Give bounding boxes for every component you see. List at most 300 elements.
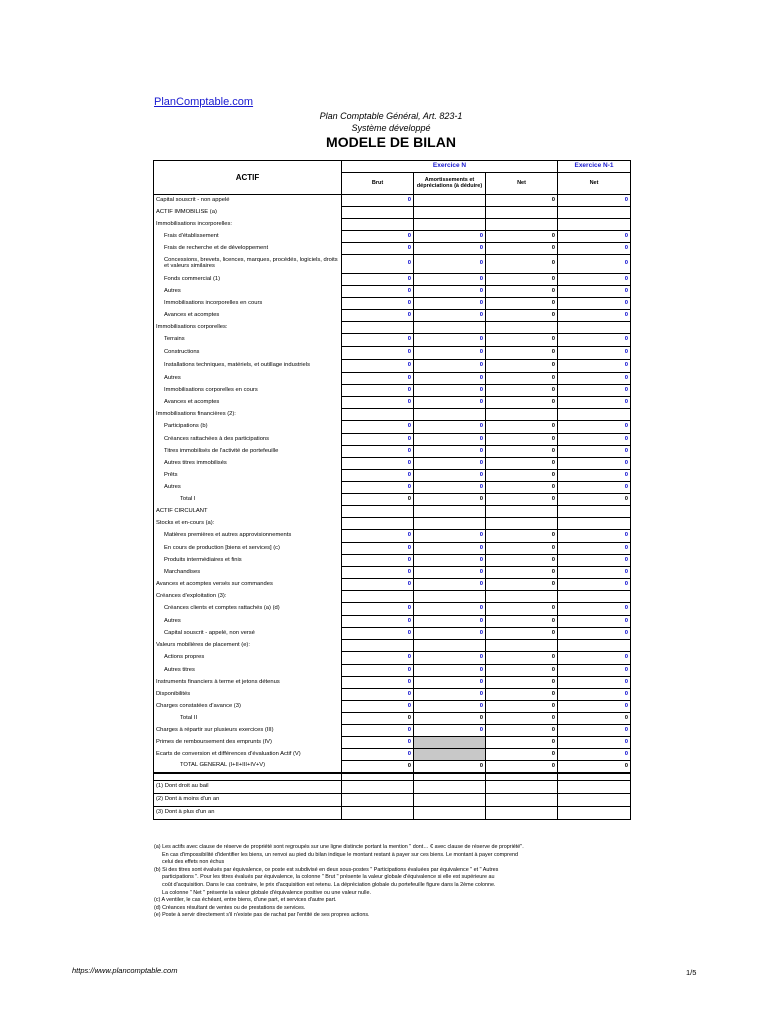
table-row (154, 555, 631, 567)
row-label: Autres titres immobilisés (154, 458, 342, 470)
subtitle-article: Plan Comptable Général, Art. 823-1 (319, 111, 463, 121)
amort-cell[interactable]: 0 (414, 616, 486, 628)
brut-cell (342, 506, 414, 518)
net-n1-cell[interactable]: 0 (558, 725, 631, 737)
net-n1-cell[interactable]: 0 (558, 555, 631, 567)
footnote-label: (3) Dont à plus d'un an (154, 807, 342, 820)
amort-cell[interactable]: 0 (414, 494, 486, 506)
table-row (154, 689, 631, 701)
brut-cell[interactable]: 0 (342, 543, 414, 555)
net-cell (486, 409, 558, 421)
table-row (154, 737, 631, 749)
brut-cell[interactable]: 0 (342, 737, 414, 749)
net-n1-cell[interactable]: 0 (558, 749, 631, 761)
net-cell[interactable]: 0 (486, 286, 558, 298)
net-cell[interactable]: 0 (486, 231, 558, 243)
row-label: TOTAL GENERAL (I+II+III+IV+V) (154, 761, 342, 774)
brut-cell[interactable]: 0 (342, 334, 414, 347)
net-cell[interactable]: 0 (486, 274, 558, 286)
net-cell[interactable]: 0 (486, 470, 558, 482)
net-n1-cell[interactable]: 0 (558, 761, 631, 774)
net-n1-cell[interactable]: 0 (558, 494, 631, 506)
net-cell[interactable]: 0 (486, 543, 558, 555)
net-cell[interactable]: 0 (486, 243, 558, 255)
amort-cell[interactable]: 0 (414, 274, 486, 286)
amort-cell[interactable]: 0 (414, 298, 486, 310)
amort-cell[interactable]: 0 (414, 579, 486, 591)
footnote-cell (342, 807, 414, 820)
footnote-cell (558, 781, 631, 794)
table-row (154, 677, 631, 689)
amort-cell[interactable]: 0 (414, 677, 486, 689)
net-n1-cell[interactable]: 0 (558, 543, 631, 555)
brut-cell[interactable]: 0 (342, 701, 414, 713)
brut-cell[interactable]: 0 (342, 725, 414, 737)
brut-cell[interactable]: 0 (342, 286, 414, 298)
footnote-cell (342, 794, 414, 807)
footnote-label: (1) Dont droit au bail (154, 781, 342, 794)
net-column-header: Net (486, 173, 558, 195)
table-row (154, 243, 631, 255)
row-label: Frais de recherche et de développement (154, 243, 342, 255)
row-label: Total II (154, 713, 342, 725)
brut-cell[interactable]: 0 (342, 603, 414, 616)
brut-cell[interactable]: 0 (342, 255, 414, 274)
table-row (154, 616, 631, 628)
brut-cell[interactable]: 0 (342, 231, 414, 243)
brut-cell (342, 591, 414, 603)
net-n1-cell (558, 219, 631, 231)
table-row (154, 421, 631, 434)
row-label: Valeurs mobilières de placement (e): (154, 640, 342, 652)
row-label: Autres (154, 616, 342, 628)
table-row (154, 652, 631, 665)
amort-cell[interactable]: 0 (414, 255, 486, 274)
net-cell[interactable]: 0 (486, 310, 558, 322)
net-n1-cell[interactable]: 0 (558, 470, 631, 482)
amort-cell[interactable]: 0 (414, 530, 486, 543)
row-label: Installations techniques, matériels, et outillage industriels (154, 360, 342, 373)
net-n1-cell[interactable]: 0 (558, 195, 631, 207)
brut-cell (342, 409, 414, 421)
amort-cell[interactable]: 0 (414, 434, 486, 446)
table-row (154, 347, 631, 360)
net-n1-cell[interactable]: 0 (558, 616, 631, 628)
brut-cell[interactable]: 0 (342, 347, 414, 360)
row-label: ACTIF IMMOBILISE (a) (154, 207, 342, 219)
net-cell[interactable]: 0 (486, 555, 558, 567)
table-row (154, 701, 631, 713)
table-row (154, 665, 631, 677)
table-row (154, 207, 631, 219)
row-label: Autres (154, 373, 342, 385)
row-label: Constructions (154, 347, 342, 360)
net-cell[interactable]: 0 (486, 334, 558, 347)
net-n1-cell[interactable]: 0 (558, 434, 631, 446)
footnote-cell (486, 781, 558, 794)
net-n1-cell[interactable]: 0 (558, 458, 631, 470)
net-cell[interactable]: 0 (486, 725, 558, 737)
footnote-cell (414, 807, 486, 820)
net-cell[interactable]: 0 (486, 397, 558, 409)
net-cell[interactable]: 0 (486, 603, 558, 616)
table-row (154, 506, 631, 518)
amort-cell[interactable]: 0 (414, 652, 486, 665)
net-n1-cell[interactable]: 0 (558, 530, 631, 543)
exercice-n1-header: Exercice N-1 (558, 161, 631, 173)
brut-column-header: Brut (342, 173, 414, 195)
net-cell[interactable]: 0 (486, 446, 558, 458)
net-cell (486, 591, 558, 603)
amortissements-column-header: Amortissements et dépréciations (à déduire) (414, 173, 486, 195)
net-n1-cell[interactable]: 0 (558, 701, 631, 713)
row-label: Produits intermédiaires et finis (154, 555, 342, 567)
amort-cell[interactable]: 0 (414, 713, 486, 725)
row-label: Frais d'établissement (154, 231, 342, 243)
amort-cell[interactable]: 0 (414, 567, 486, 579)
row-label: Immobilisations corporelles en cours (154, 385, 342, 397)
amort-cell[interactable]: 0 (414, 665, 486, 677)
net-cell (486, 219, 558, 231)
amort-cell[interactable]: 0 (414, 360, 486, 373)
table-row (154, 725, 631, 737)
amort-cell (414, 749, 486, 761)
net-cell[interactable]: 0 (486, 421, 558, 434)
brut-cell[interactable]: 0 (342, 665, 414, 677)
footnote-cell (414, 781, 486, 794)
brut-cell[interactable]: 0 (342, 360, 414, 373)
spacer-cell (154, 773, 342, 781)
net-n1-cell[interactable]: 0 (558, 421, 631, 434)
amort-cell[interactable]: 0 (414, 347, 486, 360)
amort-cell[interactable]: 0 (414, 761, 486, 774)
net-cell[interactable]: 0 (486, 677, 558, 689)
net-n1-cell[interactable]: 0 (558, 274, 631, 286)
net-n1-cell[interactable]: 0 (558, 360, 631, 373)
net-cell[interactable]: 0 (486, 255, 558, 274)
table-row (154, 458, 631, 470)
net-n1-cell[interactable]: 0 (558, 286, 631, 298)
amort-cell[interactable]: 0 (414, 458, 486, 470)
net-n1-cell[interactable]: 0 (558, 298, 631, 310)
site-link[interactable]: PlanComptable.com (154, 96, 254, 108)
row-label: En cours de production [biens et services] (c) (154, 543, 342, 555)
brut-cell[interactable]: 0 (342, 243, 414, 255)
net-cell[interactable]: 0 (486, 652, 558, 665)
brut-cell[interactable]: 0 (342, 689, 414, 701)
amort-cell[interactable]: 0 (414, 446, 486, 458)
table-row (154, 373, 631, 385)
row-label: Autres (154, 482, 342, 494)
brut-cell[interactable]: 0 (342, 434, 414, 446)
brut-cell[interactable]: 0 (342, 749, 414, 761)
brut-cell[interactable]: 0 (342, 555, 414, 567)
table-row (154, 446, 631, 458)
net-cell[interactable]: 0 (486, 749, 558, 761)
net-n1-cell (558, 518, 631, 530)
amort-cell (414, 409, 486, 421)
net-n1-cell[interactable]: 0 (558, 677, 631, 689)
net-cell[interactable]: 0 (486, 689, 558, 701)
net-cell[interactable]: 0 (486, 567, 558, 579)
brut-cell[interactable]: 0 (342, 458, 414, 470)
brut-cell[interactable]: 0 (342, 421, 414, 434)
note-line: (a) Les actifs avec clause de réserve de propriété sont regroupés sur une ligne distincte portant la mention " dont… € avec clause de réserve de propriété". (154, 844, 524, 850)
brut-cell[interactable]: 0 (342, 494, 414, 506)
spacer-cell (342, 773, 414, 781)
net-n1-cell[interactable]: 0 (558, 652, 631, 665)
net-cell[interactable]: 0 (486, 347, 558, 360)
brut-cell[interactable]: 0 (342, 298, 414, 310)
table-spacer (154, 773, 631, 781)
amort-cell[interactable]: 0 (414, 603, 486, 616)
row-label: Immobilisations incorporelles: (154, 219, 342, 231)
table-row (154, 195, 631, 207)
table-row (154, 434, 631, 446)
amort-cell[interactable]: 0 (414, 397, 486, 409)
row-label: Charges constatées d'avance (3) (154, 701, 342, 713)
bilan-body (154, 195, 631, 820)
table-row (154, 713, 631, 725)
table-row (154, 567, 631, 579)
row-label: Charges à répartir sur plusieurs exercices (III) (154, 725, 342, 737)
row-label: Avances et acomptes (154, 397, 342, 409)
footnote-cell (342, 781, 414, 794)
table-row (154, 543, 631, 555)
footnote-row (154, 781, 631, 794)
spacer-cell (486, 773, 558, 781)
bilan-table (153, 160, 631, 820)
net-cell (486, 640, 558, 652)
exercice-n-header: Exercice N (342, 161, 558, 173)
brut-cell[interactable]: 0 (342, 195, 414, 207)
net-n1-cell[interactable]: 0 (558, 255, 631, 274)
row-label: Immobilisations incorporelles en cours (154, 298, 342, 310)
net-n1-cell[interactable]: 0 (558, 482, 631, 494)
row-label: Prêts (154, 470, 342, 482)
brut-cell[interactable]: 0 (342, 567, 414, 579)
net-n1-cell[interactable]: 0 (558, 737, 631, 749)
table-row (154, 286, 631, 298)
row-label: Immobilisations corporelles: (154, 322, 342, 334)
brut-cell (342, 518, 414, 530)
brut-cell[interactable]: 0 (342, 397, 414, 409)
table-row (154, 385, 631, 397)
net-n1-cell[interactable]: 0 (558, 628, 631, 640)
net-n1-cell (558, 591, 631, 603)
net-n1-cell (558, 207, 631, 219)
amort-cell[interactable]: 0 (414, 482, 486, 494)
brut-cell[interactable]: 0 (342, 482, 414, 494)
amort-cell[interactable]: 0 (414, 286, 486, 298)
brut-cell[interactable]: 0 (342, 310, 414, 322)
net-cell (486, 322, 558, 334)
note-line: La colonne " Net " présente la valeur globale d'équivalence positive ou une valeur nulle. (162, 889, 371, 896)
spacer-cell (558, 773, 631, 781)
note-line: celui des effets non échus (162, 859, 225, 866)
net-cell[interactable]: 0 (486, 737, 558, 749)
net-n1-cell[interactable]: 0 (558, 665, 631, 677)
amort-cell[interactable]: 0 (414, 243, 486, 255)
amort-cell[interactable]: 0 (414, 628, 486, 640)
amort-cell[interactable]: 0 (414, 543, 486, 555)
brut-cell[interactable]: 0 (342, 713, 414, 725)
row-label: Terrains (154, 334, 342, 347)
net-n1-cell[interactable]: 0 (558, 347, 631, 360)
net-cell[interactable]: 0 (486, 665, 558, 677)
net-cell[interactable]: 0 (486, 761, 558, 774)
brut-cell[interactable]: 0 (342, 677, 414, 689)
footer-url[interactable]: https://www.plancomptable.com (72, 966, 178, 975)
amort-cell (414, 591, 486, 603)
footnote-cell (486, 794, 558, 807)
footnote-cell (414, 794, 486, 807)
net-n1-cell[interactable]: 0 (558, 567, 631, 579)
table-row (154, 591, 631, 603)
note-line: participations ". Pour les titres évalués par équivalence, la colonne " Brut " présente la valeur globale d'équivalence si elle est supérieure au (162, 874, 495, 881)
brut-cell (342, 207, 414, 219)
row-label: Stocks et en-cours (a): (154, 518, 342, 530)
amort-cell[interactable]: 0 (414, 421, 486, 434)
net-cell (486, 207, 558, 219)
net-cell[interactable]: 0 (486, 701, 558, 713)
amort-cell[interactable]: 0 (414, 373, 486, 385)
net-n1-cell[interactable]: 0 (558, 373, 631, 385)
net-n1-cell[interactable]: 0 (558, 579, 631, 591)
note-line: (c) A ventiler, le cas échéant, entre biens, d'une part, et services d'autre part. (154, 897, 337, 904)
net-n1-cell (558, 640, 631, 652)
note-line: (b) Si des titres sont évalués par équivalence, ce poste est subdivisé en deux sous-postes " Participations évaluées par équivalence " et " Autres (154, 866, 499, 873)
footnote-label: (2) Dont à moins d'un an (154, 794, 342, 807)
row-label: Titres immobilisés de l'activité de portefeuille (154, 446, 342, 458)
table-row (154, 397, 631, 409)
spacer-cell (414, 773, 486, 781)
brut-cell (342, 640, 414, 652)
net-n1-cell[interactable]: 0 (558, 603, 631, 616)
note-line: (e) Poste à servir directement s'il n'existe pas de rachat par l'entité de ses propres actions. (154, 912, 370, 919)
table-row (154, 298, 631, 310)
net-cell[interactable]: 0 (486, 298, 558, 310)
row-label: Capital souscrit - appelé, non versé (154, 628, 342, 640)
row-label: Capital souscrit - non appelé (154, 195, 342, 207)
net-cell (486, 506, 558, 518)
footnote-cell (486, 807, 558, 820)
row-label: Fonds commercial (1) (154, 274, 342, 286)
net-cell[interactable]: 0 (486, 579, 558, 591)
amort-cell (414, 737, 486, 749)
amort-cell[interactable]: 0 (414, 689, 486, 701)
net-cell[interactable]: 0 (486, 195, 558, 207)
net-n1-cell[interactable]: 0 (558, 713, 631, 725)
amort-cell[interactable]: 0 (414, 555, 486, 567)
net-cell[interactable]: 0 (486, 385, 558, 397)
table-row (154, 255, 631, 274)
brut-cell[interactable]: 0 (342, 446, 414, 458)
net-n1-cell[interactable]: 0 (558, 689, 631, 701)
note-line: (d) Créances résultant de ventes ou de prestations de services. (154, 904, 306, 911)
net-n1-cell[interactable]: 0 (558, 397, 631, 409)
table-row (154, 482, 631, 494)
note-line: coût d'acquisition. Dans le cas contraire, le prix d'acquisition est retenu. La dépréciation globale du portefeuille figure dans la 2ème colonne. (162, 881, 496, 888)
net-cell[interactable]: 0 (486, 530, 558, 543)
row-label: Créances clients et comptes rattachés (a) (d) (154, 603, 342, 616)
net-cell[interactable]: 0 (486, 434, 558, 446)
amort-cell[interactable]: 0 (414, 310, 486, 322)
net-cell[interactable]: 0 (486, 360, 558, 373)
footnote-row (154, 794, 631, 807)
row-label: ACTIF CIRCULANT (154, 506, 342, 518)
row-label: Instruments financiers à terme et jetons détenus (154, 677, 342, 689)
table-row (154, 579, 631, 591)
table-row (154, 749, 631, 761)
row-label: Matières premières et autres approvisionnements (154, 530, 342, 543)
row-label: Total I (154, 494, 342, 506)
brut-cell[interactable]: 0 (342, 470, 414, 482)
table-row (154, 219, 631, 231)
notes-section (154, 844, 628, 920)
note-line: En cas d'impossibilité d'identifier les biens, un renvoi au pied du bilan indique le montant restant à payer sur ces biens. Le montant à payer comprend (162, 851, 518, 858)
row-label: Concessions, brevets, licences, marques, procédés, logiciels, droits et valeurs similaires (154, 255, 342, 274)
table-row (154, 231, 631, 243)
footnote-cell (558, 794, 631, 807)
amort-cell[interactable]: 0 (414, 470, 486, 482)
amort-cell (414, 207, 486, 219)
net-n1-cell[interactable]: 0 (558, 243, 631, 255)
table-row (154, 628, 631, 640)
row-label: Avances et acomptes (154, 310, 342, 322)
amort-cell[interactable]: 0 (414, 334, 486, 347)
row-label: Créances rattachées à des participations (154, 434, 342, 446)
net-n1-cell[interactable]: 0 (558, 385, 631, 397)
net-cell[interactable]: 0 (486, 713, 558, 725)
brut-cell[interactable]: 0 (342, 616, 414, 628)
amort-cell[interactable]: 0 (414, 385, 486, 397)
brut-cell[interactable]: 0 (342, 530, 414, 543)
net-cell[interactable]: 0 (486, 373, 558, 385)
amort-cell[interactable]: 0 (414, 701, 486, 713)
net-n1-cell[interactable]: 0 (558, 446, 631, 458)
net-n1-cell[interactable]: 0 (558, 310, 631, 322)
net-cell[interactable]: 0 (486, 628, 558, 640)
row-label: Actions propres (154, 652, 342, 665)
brut-cell[interactable]: 0 (342, 628, 414, 640)
table-row (154, 360, 631, 373)
net-cell[interactable]: 0 (486, 458, 558, 470)
net-cell[interactable]: 0 (486, 616, 558, 628)
brut-cell[interactable]: 0 (342, 761, 414, 774)
net-cell[interactable]: 0 (486, 494, 558, 506)
table-row (154, 494, 631, 506)
row-label: Ecarts de conversion et différences d'évaluation Actif (V) (154, 749, 342, 761)
amort-cell (414, 219, 486, 231)
brut-cell[interactable]: 0 (342, 652, 414, 665)
net-n1-cell[interactable]: 0 (558, 334, 631, 347)
row-label: Participations (b) (154, 421, 342, 434)
net-n1-cell[interactable]: 0 (558, 231, 631, 243)
brut-cell[interactable]: 0 (342, 373, 414, 385)
table-row (154, 470, 631, 482)
amort-cell[interactable]: 0 (414, 725, 486, 737)
net-n1-cell (558, 409, 631, 421)
amort-cell[interactable]: 0 (414, 231, 486, 243)
brut-cell[interactable]: 0 (342, 579, 414, 591)
amort-cell (414, 518, 486, 530)
row-label: Marchandises (154, 567, 342, 579)
brut-cell[interactable]: 0 (342, 385, 414, 397)
row-label: Primes de remboursement des emprunts (IV) (154, 737, 342, 749)
net-cell[interactable]: 0 (486, 482, 558, 494)
brut-cell[interactable]: 0 (342, 274, 414, 286)
